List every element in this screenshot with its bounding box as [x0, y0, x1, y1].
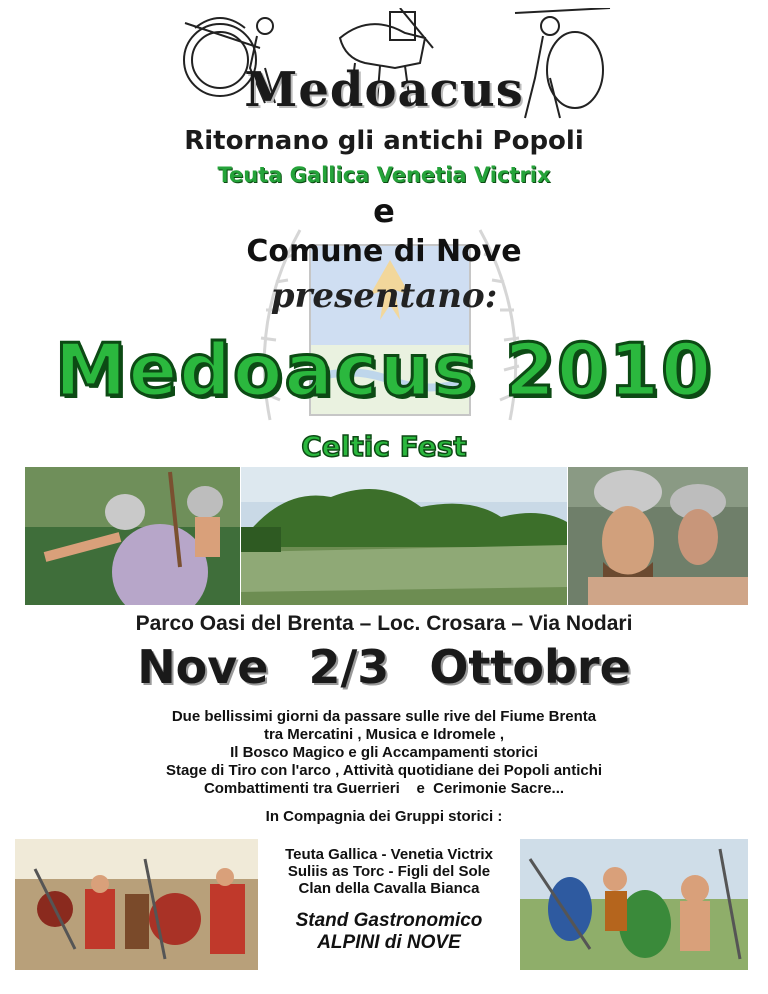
event-description: [0, 708, 768, 798]
description-line: Combattimenti tra Guerrieri e Cerimonie Sacre...: [203, 780, 565, 797]
description-line: tra Mercatini , Musica e Idromele ,: [263, 726, 505, 743]
groups-line: Teuta Gallica Venetia Victrix: [217, 163, 551, 187]
group-name: Clan della Cavalla Bianca: [298, 880, 480, 897]
stand-line: ALPINI di NOVE: [317, 932, 461, 953]
food-stand: [258, 910, 520, 954]
presents-line: presentano:: [270, 276, 498, 316]
battle-illustration-right: [520, 839, 748, 970]
municipality: Comune di Nove: [246, 234, 522, 269]
historical-groups: [258, 846, 520, 897]
description-line: Il Bosco Magico e gli Accampamenti storici: [230, 744, 538, 761]
event-date: Nove 2/3 Ottobre: [137, 640, 631, 694]
photo-river-brenta: [241, 467, 567, 605]
group-name: Teuta Gallica - Venetia Victrix: [285, 846, 493, 863]
battle-illustration-left: [15, 839, 258, 970]
conjunction: e: [373, 192, 395, 230]
brand-title: Medoacus: [244, 62, 524, 118]
coat-of-arms: [240, 190, 540, 460]
groups-heading: In Compagnia dei Gruppi storici :: [265, 808, 503, 825]
event-location: Parco Oasi del Brenta – Loc. Crosara – Via Nodari: [135, 612, 633, 635]
intro-line: Ritornano gli antichi Popoli: [184, 126, 584, 156]
stand-line: Stand Gastronomico: [295, 910, 483, 931]
description-line: Due bellissimi giorni da passare sulle rive del Fiume Brenta: [171, 708, 597, 725]
event-title: Medoacus 2010: [54, 328, 714, 412]
photo-gallic-warriors: [568, 467, 748, 605]
photo-warriors-helmets: [25, 467, 240, 605]
description-line: Stage di Tiro con l'arco , Attività quotidiane dei Popoli antichi: [165, 762, 603, 779]
event-subtitle: Celtic Fest: [301, 430, 467, 463]
group-name: Suliis as Torc - Figli del Sole: [287, 863, 491, 880]
